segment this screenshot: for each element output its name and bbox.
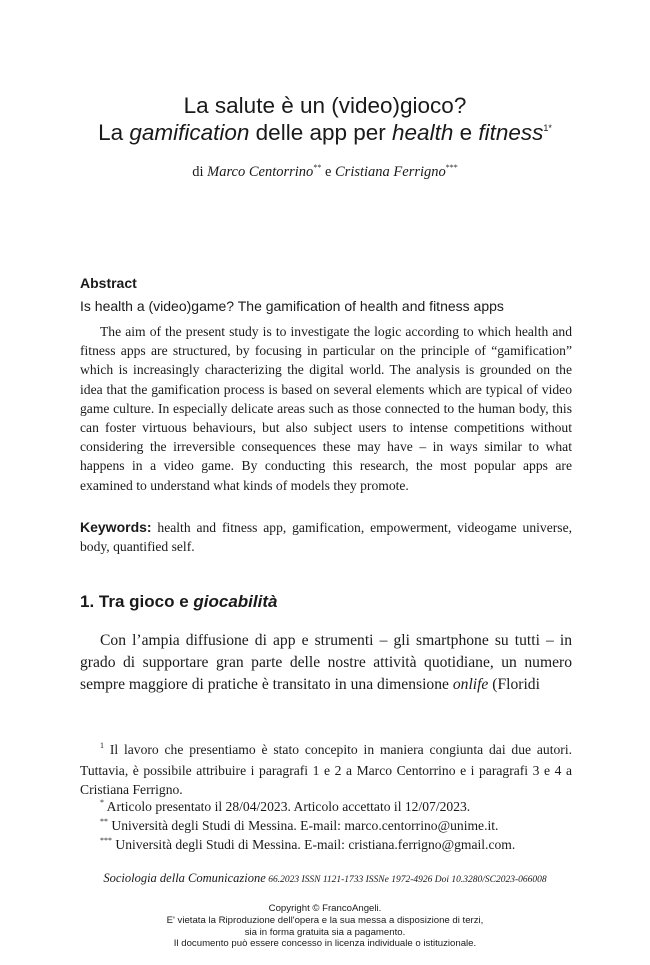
author-2-mark: *** — [445, 163, 458, 172]
body-text: Con l’ampia diffusione di app e strumenti – gli smartphone su tutti – in grado di supportare gran parte delle nostre attività quotidiane, un numero sempre maggiore di pratiche è transitato in una dimensione — [80, 632, 572, 694]
abstract-title: Is health a (video)game? The gamification of health and fitness apps — [80, 298, 504, 314]
footnote-4 — [80, 835, 572, 856]
journal-footer — [0, 871, 650, 886]
author-2: Cristiana Ferrigno — [335, 164, 446, 180]
body-italic-onlife: onlife — [452, 676, 489, 694]
journal-name: Sociologia della Comunicazione — [103, 871, 266, 885]
section-1-title — [80, 592, 277, 612]
copyright-line-4: Il documento può essere concesso in licenza individuale o istituzionale. — [173, 938, 477, 950]
copyright-line-1: Copyright © FrancoAngeli. — [268, 903, 382, 914]
abstract-body: The aim of the present study is to investigate the logic according to which health and fitness apps are structured, by focusing in particular on the principle of “gamification” which is increasingly characterizing the digital world. The analysis is grounded on the idea that the gamification process is based on several elements which are typical of video game culture. In especially delicate areas such as those connected to the human body, this can foster virtuous behaviours, but also subject users to intense competitions without considering the irreversible consequences these may have – in ways similar to what happens in a video game. By conducting this research, the most popular apps are examined to understand what kinds of models they promote. — [80, 324, 572, 493]
section-1-title-italic: giocabilità — [193, 592, 278, 611]
title-text: La salute è un (video)gioco? — [183, 93, 467, 118]
title-italic-gamification: gamification — [129, 120, 250, 145]
title-line-1 — [0, 92, 650, 119]
copyright-line-3: sia in forma gratuita sia a pagamento. — [244, 926, 406, 938]
authors — [0, 164, 650, 181]
keywords-text: health and fitness app, gamification, empowerment, videogame universe, body, quantified self. — [80, 520, 572, 555]
body-paragraph-1 — [80, 630, 572, 697]
title-italic-health: health — [392, 120, 454, 145]
title-fragment: delle app per — [249, 120, 393, 145]
copyright-notice — [0, 903, 650, 950]
footnote-3-text: Università degli Studi di Messina. E-mail: marco.centorrino@unime.it. — [108, 818, 499, 833]
title-line-2 — [0, 119, 650, 151]
authors-prefix: di — [192, 164, 208, 180]
footnote-1-text: Il lavoro che presentiamo è stato concepito in maniera congiunta dai due autori. Tuttavia, è possibile attribuire i paragrafi 1 e 2 a Marco Centorrino e i paragrafi 3 e 4 a Cristiana Ferrigno. — [80, 742, 572, 798]
footnote-2-mark: * — [100, 798, 104, 807]
section-1-title-text: 1. Tra gioco e — [80, 592, 194, 611]
footnote-2-text: Articolo presentato il 28/04/2023. Articolo accettato il 12/07/2023. — [104, 799, 471, 814]
journal-details: 66.2023 ISSN 1121-1733 ISSNe 1972-4926 Doi 10.3280/SC2023-066008 — [265, 875, 547, 885]
footnote-1-mark: 1 — [100, 741, 104, 750]
keywords-label: Keywords: — [80, 519, 152, 535]
copyright-line-2: E' vietata la Riproduzione dell'opera e la sua messa a disposizione di terzi, — [166, 914, 484, 926]
footnote-3-mark: ** — [100, 817, 108, 826]
title-fragment: La — [98, 120, 130, 145]
footnote-4-mark: *** — [100, 836, 112, 845]
footnote-1 — [80, 740, 572, 800]
footnote-4-text: Università degli Studi di Messina. E-mail: cristiana.ferrigno@gmail.com. — [112, 837, 516, 852]
author-1-mark: ** — [313, 163, 322, 172]
authors-conj: e — [321, 164, 335, 180]
title-fragment: e — [453, 120, 479, 145]
author-1: Marco Centorrino — [207, 164, 314, 180]
title-footnote-mark: 1* — [543, 123, 552, 133]
abstract-heading: Abstract — [80, 275, 137, 291]
keywords — [80, 518, 572, 556]
title-italic-fitness: fitness — [478, 120, 544, 145]
body-text-end: (Floridi — [488, 676, 540, 694]
